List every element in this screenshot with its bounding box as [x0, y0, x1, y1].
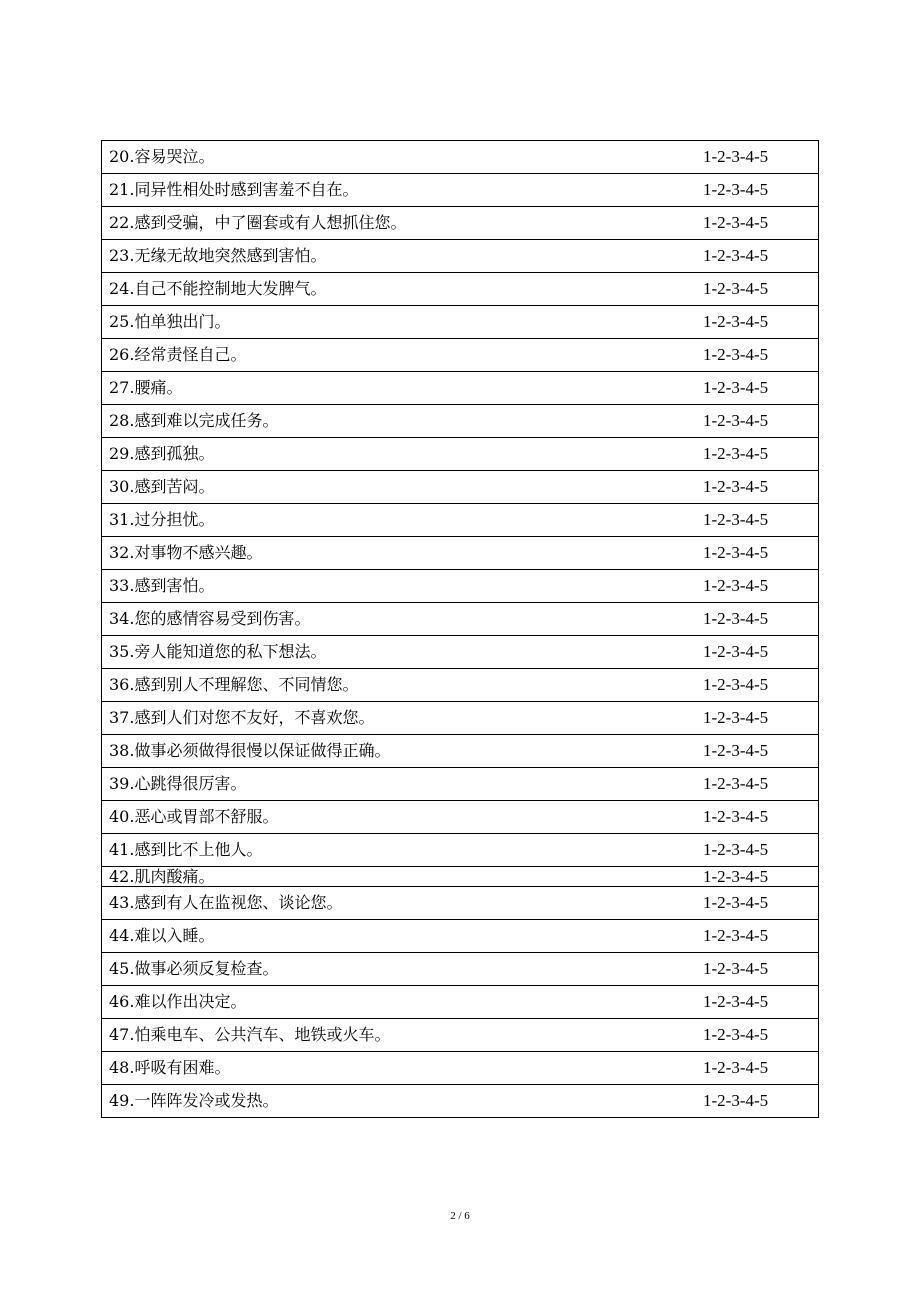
item-text: 41.感到比不上他人。	[102, 834, 690, 867]
item-text: 21.同异性相处时感到害羞不自在。	[102, 174, 690, 207]
item-text: 48.呼吸有困难。	[102, 1052, 690, 1085]
item-scale: 1-2-3-4-5	[689, 537, 819, 570]
item-scale: 1-2-3-4-5	[689, 438, 819, 471]
item-scale: 1-2-3-4-5	[689, 174, 819, 207]
item-text: 23.无缘无故地突然感到害怕。	[102, 240, 690, 273]
item-text: 35.旁人能知道您的私下想法。	[102, 636, 690, 669]
table-row	[102, 438, 819, 471]
table-row	[102, 920, 819, 953]
table-row	[102, 669, 819, 702]
table-row	[102, 405, 819, 438]
item-scale: 1-2-3-4-5	[689, 1052, 819, 1085]
item-scale: 1-2-3-4-5	[689, 141, 819, 174]
table-row	[102, 735, 819, 768]
table-row	[102, 174, 819, 207]
item-text: 44.难以入睡。	[102, 920, 690, 953]
item-text: 20.容易哭泣。	[102, 141, 690, 174]
item-text: 45.做事必须反复检查。	[102, 953, 690, 986]
item-scale: 1-2-3-4-5	[689, 953, 819, 986]
item-scale: 1-2-3-4-5	[689, 920, 819, 953]
table-row	[102, 801, 819, 834]
item-scale: 1-2-3-4-5	[689, 834, 819, 867]
table-row	[102, 339, 819, 372]
table-row	[102, 953, 819, 986]
item-scale: 1-2-3-4-5	[689, 636, 819, 669]
item-text: 46.难以作出决定。	[102, 986, 690, 1019]
item-text: 31.过分担忧。	[102, 504, 690, 537]
table-row	[102, 471, 819, 504]
item-text: 38.做事必须做得很慢以保证做得正确。	[102, 735, 690, 768]
item-text: 30.感到苦闷。	[102, 471, 690, 504]
item-scale: 1-2-3-4-5	[689, 986, 819, 1019]
item-scale: 1-2-3-4-5	[689, 1085, 819, 1118]
table-row	[102, 306, 819, 339]
item-text: 33.感到害怕。	[102, 570, 690, 603]
item-scale: 1-2-3-4-5	[689, 702, 819, 735]
table-row	[102, 537, 819, 570]
item-scale: 1-2-3-4-5	[689, 306, 819, 339]
item-scale: 1-2-3-4-5	[689, 768, 819, 801]
item-scale: 1-2-3-4-5	[689, 207, 819, 240]
item-text: 25.怕单独出门。	[102, 306, 690, 339]
item-scale: 1-2-3-4-5	[689, 471, 819, 504]
page-number: 2 / 6	[450, 1210, 470, 1222]
table-row	[102, 1085, 819, 1118]
item-scale: 1-2-3-4-5	[689, 504, 819, 537]
item-text: 49.一阵阵发冷或发热。	[102, 1085, 690, 1118]
table-row	[102, 768, 819, 801]
table-row	[102, 504, 819, 537]
item-text: 26.经常责怪自己。	[102, 339, 690, 372]
item-scale: 1-2-3-4-5	[689, 867, 819, 887]
table-row	[102, 834, 819, 867]
table-row	[102, 207, 819, 240]
table-row	[102, 372, 819, 405]
table-row	[102, 1019, 819, 1052]
item-scale: 1-2-3-4-5	[689, 405, 819, 438]
table-row	[102, 1052, 819, 1085]
table-row	[102, 986, 819, 1019]
item-text: 22.感到受骗，中了圈套或有人想抓住您。	[102, 207, 690, 240]
item-text: 39.心跳得很厉害。	[102, 768, 690, 801]
table-row	[102, 867, 819, 887]
item-scale: 1-2-3-4-5	[689, 240, 819, 273]
table-row	[102, 240, 819, 273]
item-scale: 1-2-3-4-5	[689, 372, 819, 405]
item-text: 28.感到难以完成任务。	[102, 405, 690, 438]
table-row	[102, 273, 819, 306]
table-row	[102, 141, 819, 174]
item-scale: 1-2-3-4-5	[689, 801, 819, 834]
item-text: 34.您的感情容易受到伤害。	[102, 603, 690, 636]
questionnaire-table	[101, 140, 819, 1118]
item-scale: 1-2-3-4-5	[689, 603, 819, 636]
table-row	[102, 702, 819, 735]
table-row	[102, 636, 819, 669]
item-text: 37.感到人们对您不友好，不喜欢您。	[102, 702, 690, 735]
item-text: 42.肌肉酸痛。	[102, 867, 690, 887]
item-scale: 1-2-3-4-5	[689, 1019, 819, 1052]
item-scale: 1-2-3-4-5	[689, 887, 819, 920]
item-text: 47.怕乘电车、公共汽车、地铁或火车。	[102, 1019, 690, 1052]
table-row	[102, 603, 819, 636]
item-text: 29.感到孤独。	[102, 438, 690, 471]
item-text: 32.对事物不感兴趣。	[102, 537, 690, 570]
item-scale: 1-2-3-4-5	[689, 669, 819, 702]
item-text: 43.感到有人在监视您、谈论您。	[102, 887, 690, 920]
item-scale: 1-2-3-4-5	[689, 735, 819, 768]
table-row	[102, 887, 819, 920]
item-text: 40.恶心或胃部不舒服。	[102, 801, 690, 834]
item-scale: 1-2-3-4-5	[689, 273, 819, 306]
questionnaire-body	[102, 141, 819, 1118]
item-text: 24.自己不能控制地大发脾气。	[102, 273, 690, 306]
item-scale: 1-2-3-4-5	[689, 570, 819, 603]
item-text: 27.腰痛。	[102, 372, 690, 405]
item-scale: 1-2-3-4-5	[689, 339, 819, 372]
item-text: 36.感到别人不理解您、不同情您。	[102, 669, 690, 702]
table-row	[102, 570, 819, 603]
